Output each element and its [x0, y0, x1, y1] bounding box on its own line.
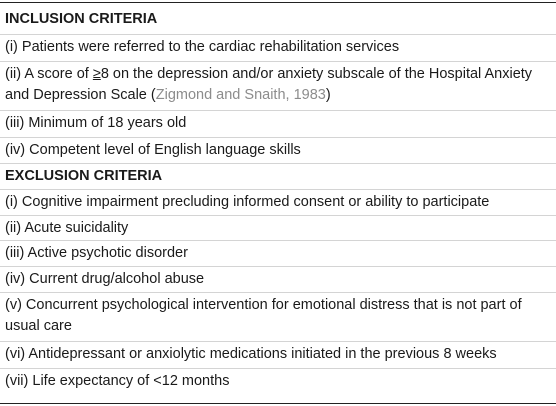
citation-link[interactable]: Zigmond and Snaith, 1983: [155, 87, 326, 103]
exclusion-item: (iii) Active psychotic disorder: [5, 245, 188, 261]
inclusion-item: (iii) Minimum of 18 years old: [5, 115, 187, 131]
row-divider: [0, 189, 556, 190]
row-divider: [0, 341, 556, 342]
exclusion-item: (v) Concurrent psychological intervention for emotional distress that is not part of usual care: [5, 297, 522, 334]
table-top-rule: [0, 2, 556, 3]
inclusion-item: [5, 64, 550, 106]
greater-equal-symbol: ≥: [92, 66, 101, 82]
inclusion-item-text: (ii) A score of: [5, 66, 93, 82]
row-divider: [0, 61, 556, 62]
inclusion-item: (iv) Competent level of English language skills: [5, 142, 301, 158]
row-divider: [0, 110, 556, 111]
row-divider: [0, 240, 556, 241]
inclusion-item-text: ): [325, 87, 331, 103]
inclusion-item: (i) Patients were referred to the cardiac rehabilitation services: [5, 39, 400, 55]
exclusion-item: (vii) Life expectancy of <12 months: [5, 373, 230, 389]
row-divider: [0, 137, 556, 138]
exclusion-item: (vi) Antidepressant or anxiolytic medications initiated in the previous 8 weeks: [5, 346, 497, 362]
row-divider: [0, 292, 556, 293]
row-divider: [0, 163, 556, 164]
exclusion-item: (iv) Current drug/alcohol abuse: [5, 271, 205, 287]
inclusion-item-text: 8 on the depression and/or anxiety subscale of the Hospital Anxiety and Depression Scale (: [5, 66, 533, 103]
exclusion-item: (ii) Acute suicidality: [5, 220, 129, 236]
table-bottom-rule: [0, 403, 556, 404]
exclusion-item: (i) Cognitive impairment precluding informed consent or ability to participate: [5, 194, 490, 210]
row-divider: [0, 34, 556, 35]
exclusion-heading: EXCLUSION CRITERIA: [5, 168, 163, 184]
row-divider: [0, 266, 556, 267]
row-divider: [0, 215, 556, 216]
row-divider: [0, 368, 556, 369]
inclusion-heading: INCLUSION CRITERIA: [5, 11, 158, 27]
